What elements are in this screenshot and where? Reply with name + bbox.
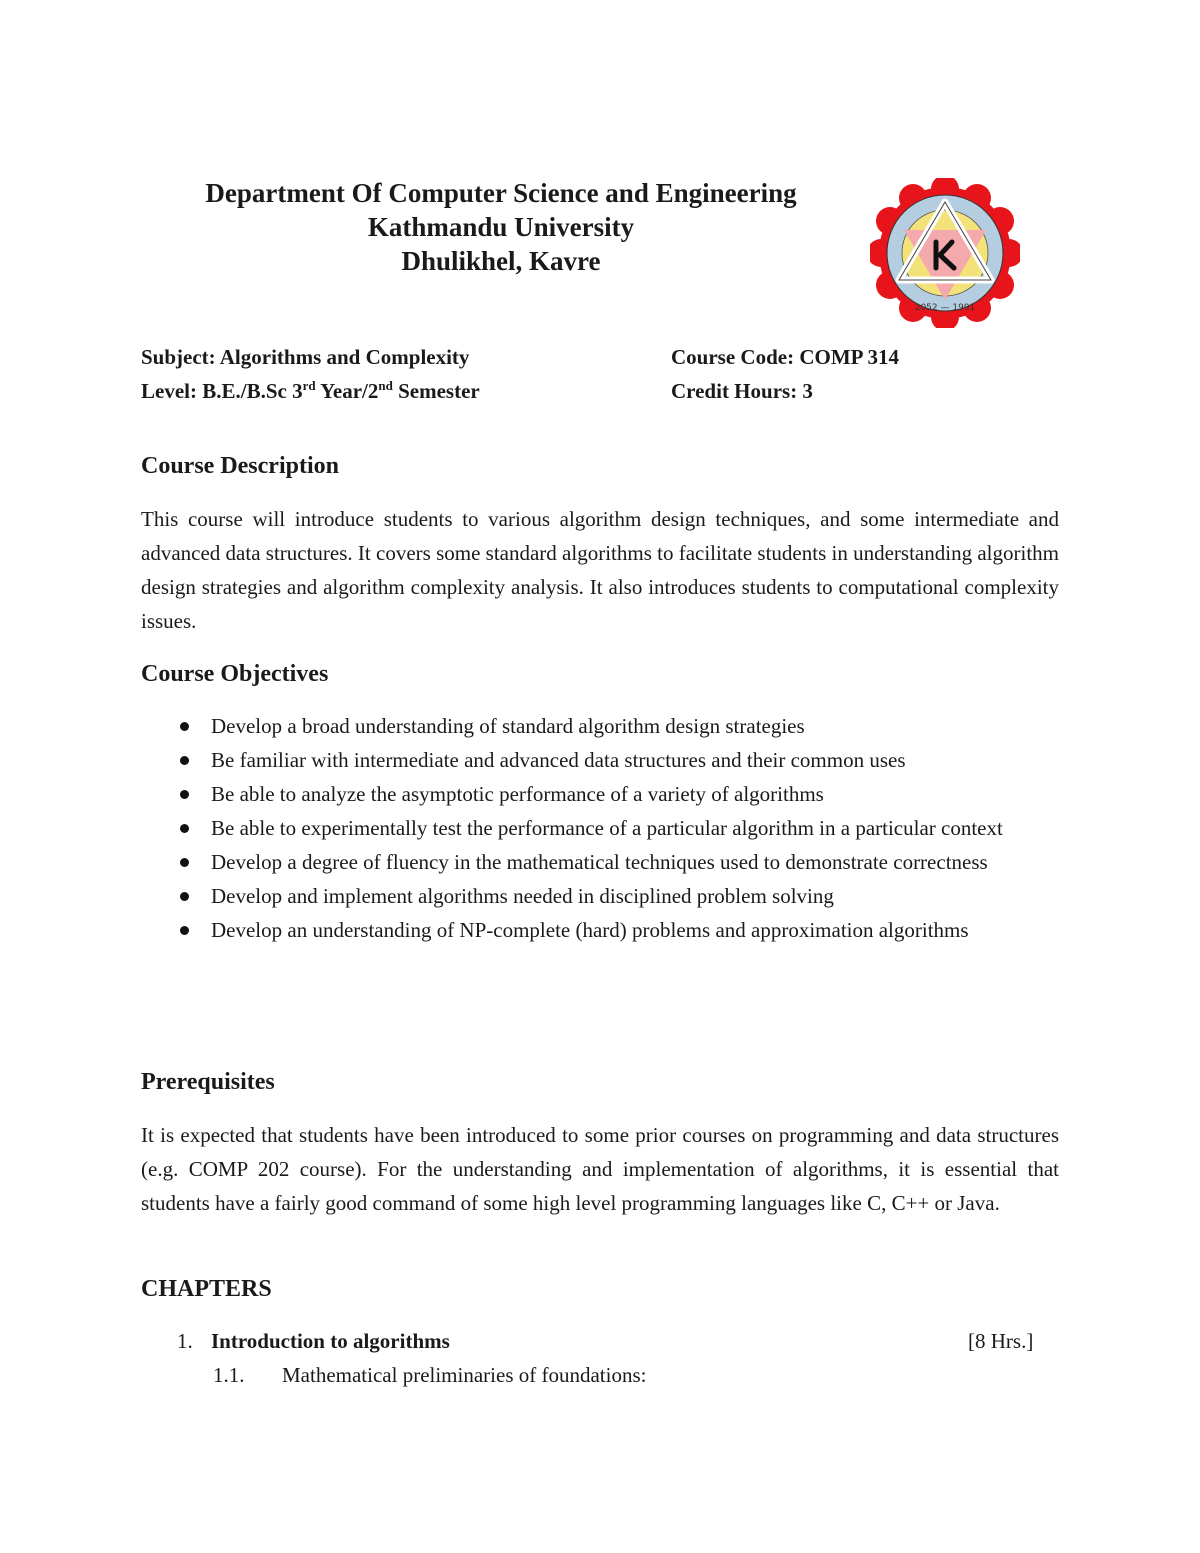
department-header: [141, 176, 861, 278]
objectives-list: [141, 709, 1059, 947]
university-logo: [870, 178, 1020, 328]
chapter-title: Introduction to algorithms: [211, 1329, 450, 1353]
department-name: Department Of Computer Science and Engineering: [205, 178, 797, 208]
course-description-text: [141, 502, 1059, 638]
prerequisites-text: [141, 1118, 1059, 1220]
objective-text: Be able to experimentally test the performance of a particular algorithm in a particular context: [211, 816, 1003, 840]
list-item: [141, 879, 1059, 913]
objective-text: Develop an understanding of NP-complete (hard) problems and approximation algorithms: [211, 918, 969, 942]
level-text: Year/2: [315, 379, 379, 403]
credit-hours: Credit Hours: 3: [671, 379, 813, 403]
bullet-icon: [180, 926, 189, 935]
bullet-icon: [180, 722, 189, 731]
list-item: [141, 777, 1059, 811]
course-description-heading: Course Description: [141, 453, 339, 479]
chapters-heading: CHAPTERS: [141, 1276, 272, 1302]
level-sup: nd: [378, 378, 393, 393]
svg-text:2052 — 1991: 2052 — 1991: [914, 303, 976, 313]
list-item: [141, 811, 1059, 845]
course-objectives-heading: Course Objectives: [141, 661, 329, 687]
bullet-icon: [180, 756, 189, 765]
subchapter-number: 1.1.: [213, 1363, 245, 1387]
course-code: Course Code: COMP 314: [671, 345, 900, 369]
objective-text: Be familiar with intermediate and advanced data structures and their common uses: [211, 748, 906, 772]
objective-text: Develop a degree of fluency in the mathematical techniques used to demonstrate correctness: [211, 850, 988, 874]
objective-text: Be able to analyze the asymptotic performance of a variety of algorithms: [211, 782, 824, 806]
level-sup: rd: [302, 378, 316, 393]
bullet-icon: [180, 790, 189, 799]
list-item: [141, 743, 1059, 777]
chapter-hours: [8 Hrs.]: [968, 1329, 1034, 1353]
objective-text: Develop a broad understanding of standard algorithm design strategies: [211, 714, 805, 738]
prerequisites-heading: Prerequisites: [141, 1069, 275, 1095]
subchapter-title: Mathematical preliminaries of foundations:: [282, 1363, 647, 1387]
bullet-icon: [180, 824, 189, 833]
list-item: [141, 709, 1059, 743]
university-name: Kathmandu University: [367, 212, 635, 242]
subject: Subject: Algorithms and Complexity: [141, 345, 470, 369]
course-description-paragraph: This course will introduce students to various algorithm design techniques, and some intermediate and advanced data structures. It covers some standard algorithms to facilitate students in understanding algorithm design strategies and algorithm complexity analysis. It also introduces students to computational complexity issues.: [141, 507, 1059, 633]
bullet-icon: [180, 892, 189, 901]
objective-text: Develop and implement algorithms needed in disciplined problem solving: [211, 884, 834, 908]
list-item: [141, 845, 1059, 879]
level-text: Semester: [392, 379, 480, 403]
list-item: [141, 913, 1059, 947]
level-text: Level: B.E./B.Sc 3: [141, 379, 303, 403]
bullet-icon: [180, 858, 189, 867]
chapter-number: 1.: [177, 1329, 193, 1353]
level: [141, 374, 480, 408]
prerequisites-paragraph: It is expected that students have been introduced to some prior courses on programming and data structures (e.g. COMP 202 course). For the understanding and implementation of algorithms, it is essential that students have a fairly good command of some high level programming languages like C, C++ or Java.: [141, 1123, 1059, 1215]
university-location: Dhulikhel, Kavre: [401, 246, 601, 276]
